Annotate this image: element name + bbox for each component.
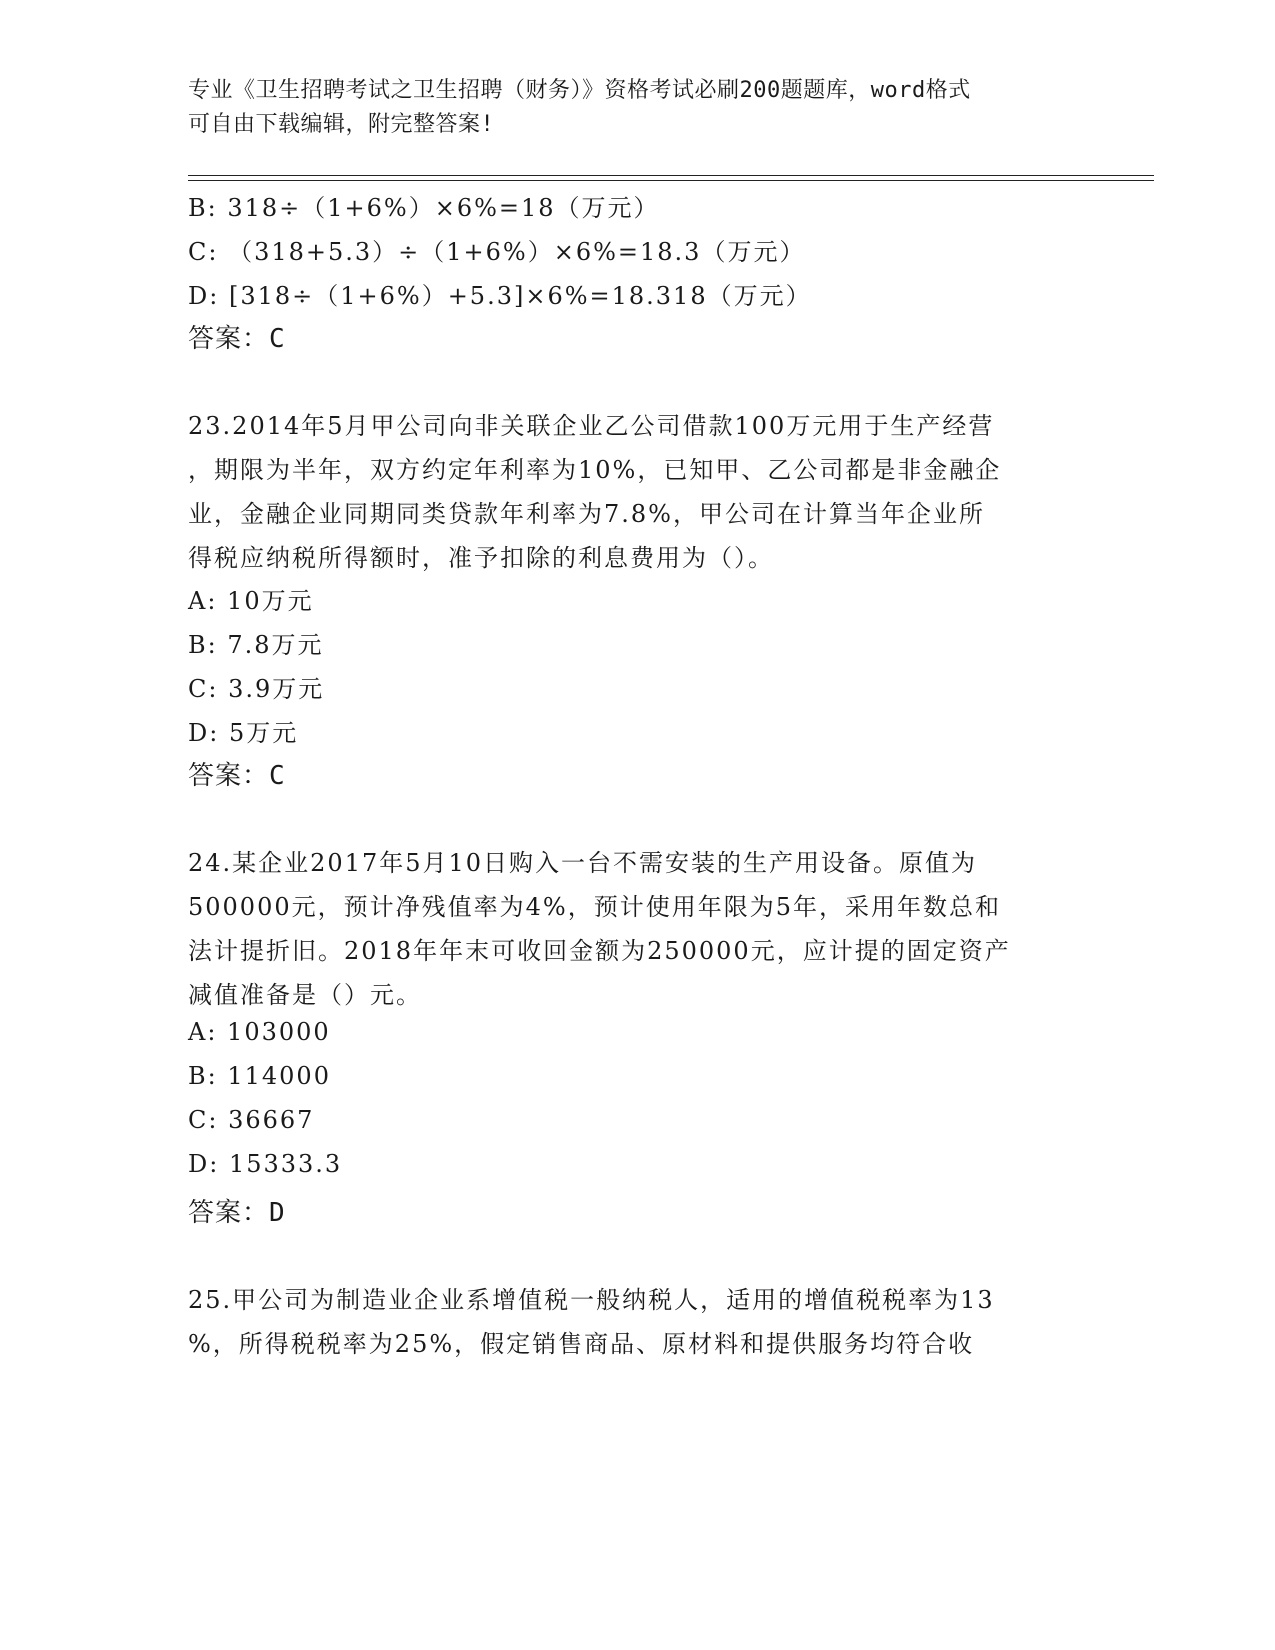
- header-divider-top: [188, 175, 1154, 176]
- q24-stem-line-2: 500000元，预计净残值率为4%，预计使用年限为5年，采用年数总和: [188, 893, 1001, 921]
- q24-option-d: D: 15333.3: [188, 1150, 343, 1178]
- header-divider-bottom: [188, 180, 1154, 181]
- q23-option-a: A: 10万元: [188, 587, 314, 615]
- q22-option-d: D: [318÷（1+6%）+5.3]×6%=18.318（万元）: [188, 282, 812, 310]
- q24-option-c: C: 36667: [188, 1106, 315, 1134]
- q23-option-b: B: 7.8万元: [188, 631, 324, 659]
- q22-option-c: C: （318+5.3）÷（1+6%）×6%=18.3（万元）: [188, 238, 806, 266]
- q23-option-d: D: 5万元: [188, 719, 299, 747]
- header-line-2: 可自由下载编辑，附完整答案!: [188, 112, 495, 137]
- q23-stem-line-1: 23.2014年5月甲公司向非关联企业乙公司借款100万元用于生产经营: [188, 412, 995, 440]
- page-header: [188, 74, 1088, 142]
- q23-stem-line-2: ，期限为半年，双方约定年利率为10%，已知甲、乙公司都是非金融企: [188, 456, 1002, 484]
- q23-stem-line-4: 得税应纳税所得额时，准予扣除的利息费用为（）。: [188, 544, 774, 572]
- q24-stem-line-1: 24.某企业2017年5月10日购入一台不需安装的生产用设备。原值为: [188, 849, 978, 877]
- q24-option-a: A: 103000: [188, 1018, 331, 1046]
- q23-option-c: C: 3.9万元: [188, 675, 325, 703]
- q24-stem-line-3: 法计提折旧。2018年年末可收回金额为250000元，应计提的固定资产: [188, 937, 1011, 965]
- q25-stem-line-2: %，所得税税率为25%，假定销售商品、原材料和提供服务均符合收: [188, 1330, 975, 1358]
- q22-option-b: B: 318÷（1+6%）×6%=18（万元）: [188, 194, 660, 222]
- q22-answer: 答案：C: [188, 324, 286, 354]
- q24-answer: 答案：D: [188, 1198, 286, 1228]
- q25-stem-line-1: 25.甲公司为制造业企业系增值税一般纳税人，适用的增值税税率为13: [188, 1286, 995, 1314]
- q24-stem-line-4: 减值准备是（）元。: [188, 981, 422, 1009]
- q23-answer: 答案：C: [188, 761, 286, 791]
- header-line-1: 专业《卫生招聘考试之卫生招聘（财务）》资格考试必刷200题题库，word格式: [188, 78, 971, 103]
- q24-option-b: B: 114000: [188, 1062, 331, 1090]
- q23-stem-line-3: 业，金融企业同期同类贷款年利率为7.8%，甲公司在计算当年企业所: [188, 500, 985, 528]
